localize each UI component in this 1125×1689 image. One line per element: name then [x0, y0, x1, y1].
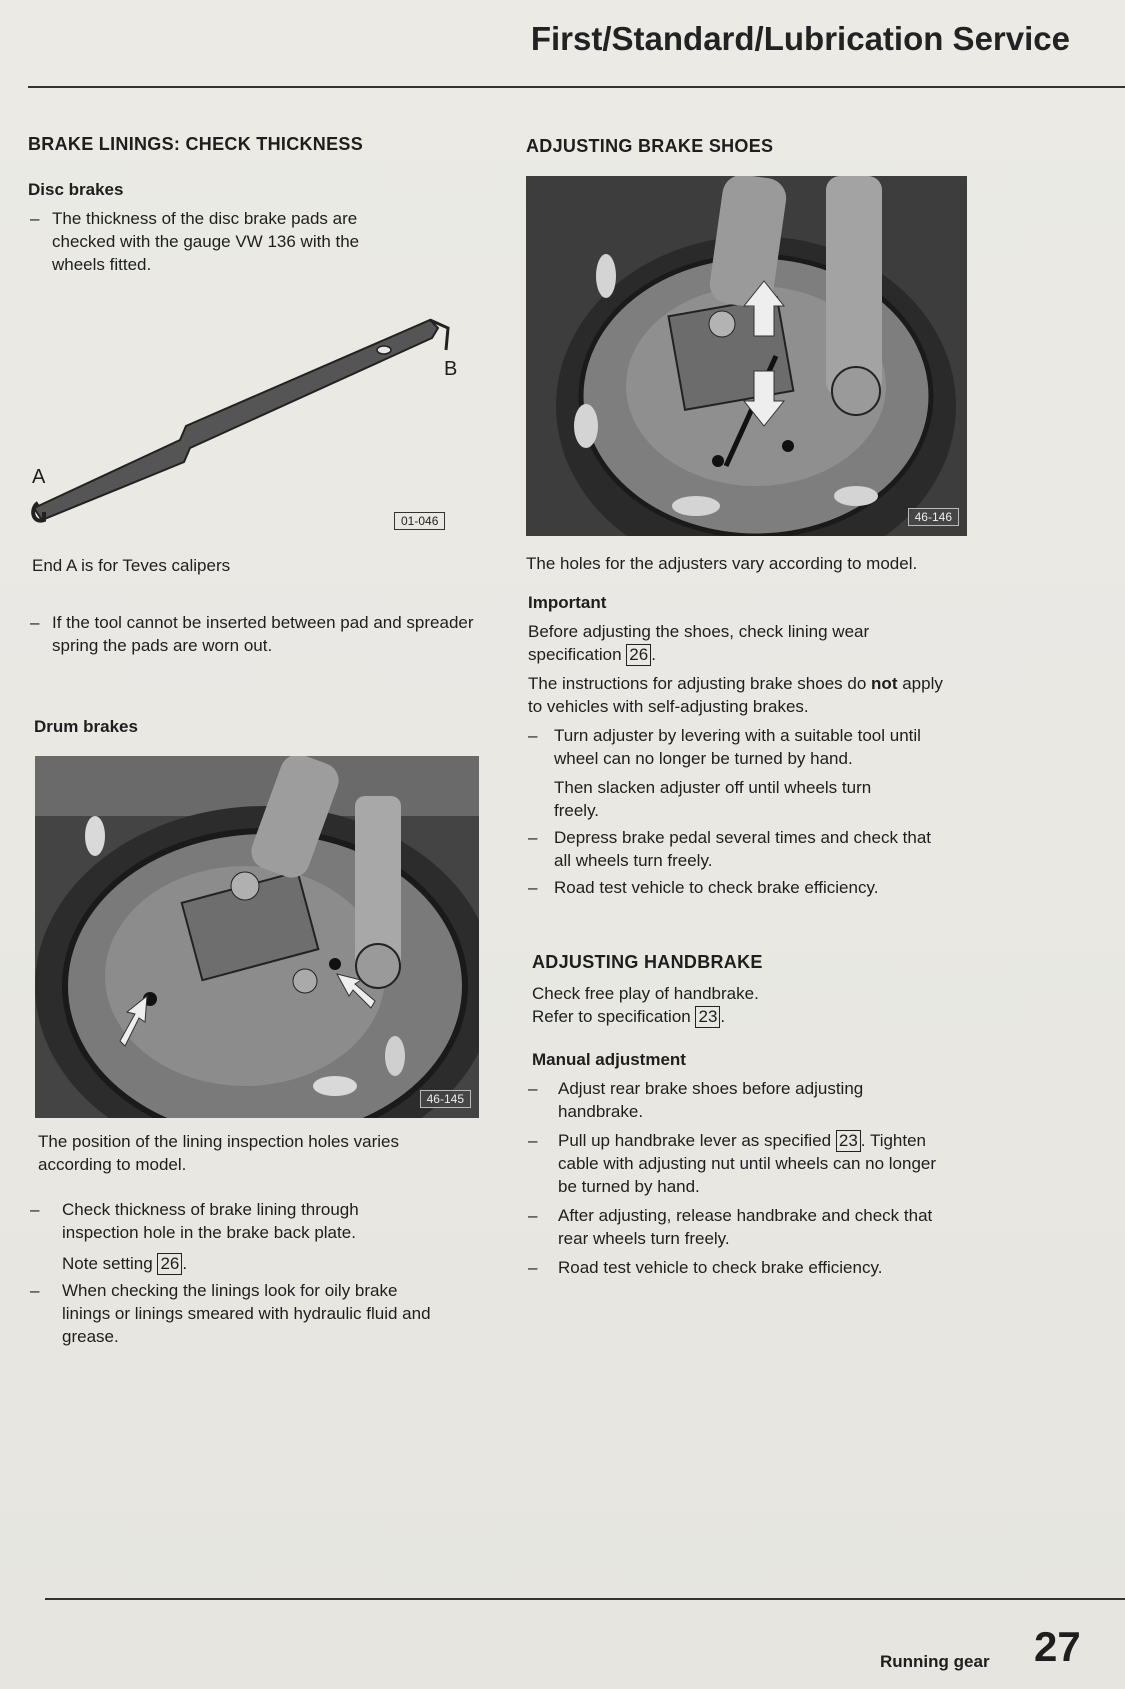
handbrake-step-2 [526, 1129, 948, 1198]
gauge-figure [28, 298, 458, 538]
drum-note-suffix: . [182, 1254, 188, 1273]
shoe-photo-caption: The holes for the adjusters vary according to model. [526, 554, 918, 573]
gauge-caption: End A is for Teves calipers [32, 556, 231, 575]
instr-part-1: The instructions for adjusting brake shoes do [528, 674, 867, 693]
spec-ref-26-drum[interactable]: 26 [157, 1253, 182, 1275]
shoe-instructions [526, 672, 948, 718]
handbrake-line-2-suffix: . [720, 1007, 726, 1026]
right-column [526, 135, 966, 1279]
handbrake-step-2-suffix: . [860, 1131, 866, 1150]
section-title-linings: BRAKE LININGS: CHECK THICKNESS [28, 134, 364, 154]
gauge-label-b: B [444, 358, 458, 380]
shoe-step-1-cont: Then slacken adjuster off until wheels turn freely. [554, 778, 872, 820]
shoe-step-3: – Road test vehicle to check brake efficiency. [526, 876, 966, 899]
section-title-brake-shoes: ADJUSTING BRAKE SHOES [526, 136, 774, 156]
instr-bold-not: not [871, 674, 898, 693]
handbrake-step-4: – Road test vehicle to check brake efficiency. [526, 1256, 966, 1279]
spec-ref-26-shoes[interactable]: 26 [626, 644, 651, 666]
left-column [28, 133, 478, 1348]
gauge-tool-drawing [28, 298, 458, 538]
shoe-photo-code: 46-146 [908, 508, 959, 526]
disc-brakes-item-2: – If the tool cannot be inserted between pad and spreader spring the pads are worn out. [28, 611, 478, 657]
drum-brakes-item-2: – When checking the linings look for oily brake linings or linings smeared with hydraulic fluid and grease. [28, 1279, 432, 1348]
disc-brakes-heading: Disc brakes [28, 180, 124, 199]
brake-shoe-photo [526, 176, 967, 536]
drum-photo-code: 46-145 [420, 1090, 471, 1108]
drum-brakes-heading: Drum brakes [34, 717, 138, 736]
important-heading: Important [528, 593, 607, 612]
handbrake-line-2 [526, 1005, 966, 1028]
brake-shoe-drawing [526, 176, 967, 536]
drum-brake-photo [35, 756, 479, 1118]
manual-adjustment-heading: Manual adjustment [532, 1050, 686, 1069]
page-header-title: First/Standard/Lubrication Service [530, 20, 1070, 57]
drum-photo-caption: The position of the lining inspection holes varies according to model. [38, 1132, 399, 1174]
page-number: 27 [1034, 1623, 1081, 1670]
handbrake-step-2-prefix: Pull up handbrake lever as specified [558, 1131, 832, 1150]
important-text [526, 620, 928, 666]
gauge-label-a: A [32, 466, 46, 488]
footer-section-label: Running gear [880, 1652, 990, 1671]
important-body: Before adjusting the shoes, check lining wear specification [528, 622, 870, 664]
disc-brakes-item-1: – The thickness of the disc brake pads are checked with the gauge VW 136 with the wheels fitted. [28, 207, 412, 276]
section-title-handbrake: ADJUSTING HANDBRAKE [532, 952, 763, 972]
drum-note-setting [28, 1252, 478, 1275]
instr-part-2: apply to vehicles with self-adjusting brakes. [528, 674, 943, 716]
drum-note-prefix: Note setting [62, 1254, 153, 1273]
footer-rule [45, 1598, 1125, 1600]
handbrake-line-2-prefix: Refer to specification [532, 1007, 691, 1026]
handbrake-step-3: – After adjusting, release handbrake and check that rear wheels turn freely. [526, 1204, 938, 1250]
handbrake-step-2-cont: Tighten cable with adjusting nut until wheels can no longer be turned by hand. [558, 1131, 937, 1196]
handbrake-line-1: Check free play of handbrake. [532, 984, 759, 1003]
shoe-step-2: – Depress brake pedal several times and check that all wheels turn freely. [526, 826, 934, 872]
important-suffix: . [651, 645, 656, 664]
spec-ref-23-handbrake[interactable]: 23 [695, 1006, 720, 1028]
gauge-figure-code: 01-046 [394, 512, 445, 530]
shoe-step-1: – Turn adjuster by levering with a suitable tool until wheel can no longer be turned by hand. [526, 724, 944, 770]
drum-brakes-item-1: – Check thickness of brake lining through inspection hole in the brake back plate. [28, 1198, 412, 1244]
handbrake-step-1: – Adjust rear brake shoes before adjusting handbrake. [526, 1077, 908, 1123]
header-rule [28, 86, 1125, 88]
drum-brake-drawing [35, 756, 479, 1118]
spec-ref-23-lever[interactable]: 23 [836, 1130, 861, 1152]
